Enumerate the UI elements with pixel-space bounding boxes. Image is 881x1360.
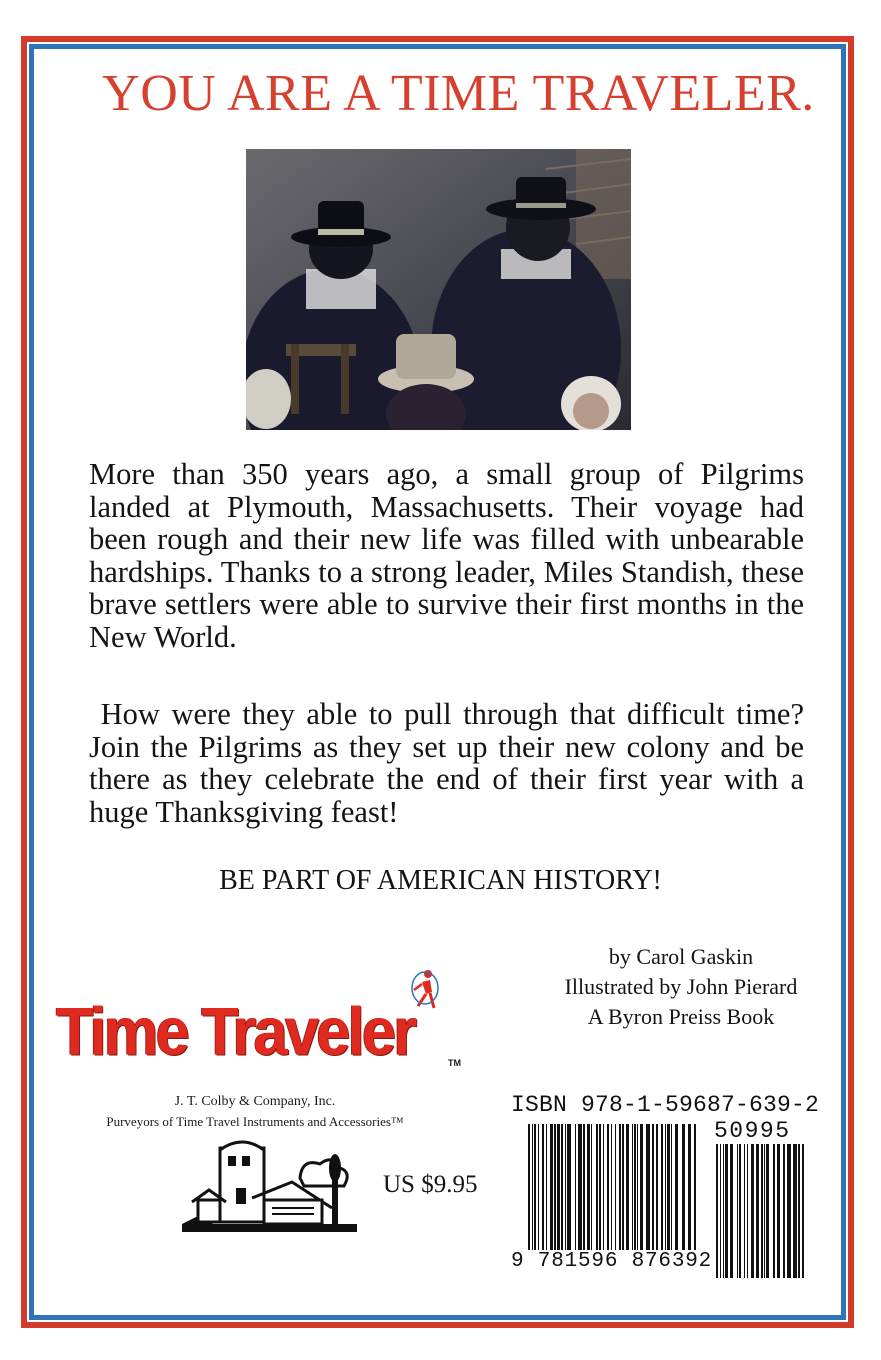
barcode-bar xyxy=(764,1144,765,1278)
barcode-bar xyxy=(675,1124,678,1250)
barcode-bar xyxy=(723,1144,724,1278)
company-name: J. T. Colby & Company, Inc. xyxy=(174,1094,336,1109)
author-credit: by Carol Gaskin xyxy=(608,944,754,969)
barcode-bar xyxy=(599,1124,601,1250)
price-addon-barcode xyxy=(716,1144,804,1278)
farm-silo-logo-icon xyxy=(182,1138,357,1240)
barcode-bar xyxy=(793,1144,797,1278)
barcode-bar xyxy=(783,1144,785,1278)
barcode-bar xyxy=(688,1124,691,1250)
description-paragraph-1: More than 350 years ago, a small group of Pilgrims landed at Plymouth, Massachusetts. Their voyage had been rough and their new life was filled with unbearable hardships. Thanks to a strong leader, Miles Standish, these brave settlers were able to survive their first months in the New World. xyxy=(89,457,804,654)
barcode-bar xyxy=(777,1144,780,1278)
barcode-digits: 9 781596 876392 xyxy=(511,1250,713,1273)
barcode-bar xyxy=(611,1124,612,1250)
credits-block xyxy=(516,942,846,1032)
barcode-bar xyxy=(802,1144,804,1278)
barcode-bar xyxy=(632,1124,633,1250)
barcode-bar xyxy=(534,1124,536,1250)
barcode-bar xyxy=(744,1144,745,1278)
barcode-bar xyxy=(596,1124,598,1250)
isbn-barcode xyxy=(528,1124,696,1250)
cover-headline: YOU ARE A TIME TRAVELER. xyxy=(102,65,815,122)
barcode-bar xyxy=(591,1124,592,1250)
barcode-bar xyxy=(751,1144,754,1278)
barcode-bar xyxy=(546,1124,547,1250)
barcode-bar xyxy=(578,1124,582,1250)
barcode-bar xyxy=(730,1144,733,1278)
barcode-bar xyxy=(587,1124,590,1250)
description-paragraph-2 xyxy=(89,698,804,828)
barcode-bar xyxy=(538,1124,539,1250)
barcode-bar xyxy=(640,1124,643,1250)
barcode-bar xyxy=(626,1124,629,1250)
time-traveler-logo: Time Traveler xyxy=(56,993,415,1069)
barcode-bar xyxy=(550,1124,553,1250)
barcode-bar xyxy=(671,1124,672,1250)
publisher-credit: A Byron Preiss Book xyxy=(587,1004,775,1029)
barcode-bar xyxy=(557,1124,560,1250)
barcode-bar xyxy=(607,1124,609,1250)
barcode-bar xyxy=(739,1144,741,1278)
barcode-bar xyxy=(656,1124,658,1250)
description-paragraph-2-text: How were they able to pull through that difficult time? Join the Pilgrims as they set up their new colony and be there as they celebrate the end of their first year with a huge Thanksgiving feast! xyxy=(89,697,804,829)
barcode-bar xyxy=(665,1124,666,1250)
barcode-bar xyxy=(652,1124,654,1250)
barcode-bar xyxy=(667,1124,670,1250)
barcode-bar xyxy=(747,1144,748,1278)
company-tagline: Purveyors of Time Travel Instruments and Accessories™ xyxy=(106,1114,404,1129)
barcode-bar xyxy=(787,1144,791,1278)
barcode-bar xyxy=(561,1124,563,1250)
barcode-bar xyxy=(737,1144,738,1278)
barcode-bar xyxy=(720,1144,721,1278)
barcode-bar xyxy=(725,1144,728,1278)
barcode-bar xyxy=(615,1124,616,1250)
barcode-bar xyxy=(637,1124,638,1250)
barcode-bar xyxy=(773,1144,775,1278)
barcode-bar xyxy=(716,1144,718,1278)
barcode-bar xyxy=(694,1124,696,1250)
barcode-bar xyxy=(567,1124,571,1250)
barcode-bar xyxy=(756,1144,759,1278)
isbn-label: ISBN 978-1-59687-639-2 xyxy=(511,1092,820,1118)
barcode-bar xyxy=(528,1124,530,1250)
logo-trademark: TM xyxy=(448,1058,461,1068)
barcode-bar xyxy=(542,1124,544,1250)
barcode-bar xyxy=(532,1124,533,1250)
barcode-bar xyxy=(682,1124,685,1250)
barcode-bar xyxy=(603,1124,604,1250)
barcode-bar xyxy=(766,1144,769,1278)
barcode-bar xyxy=(798,1144,800,1278)
barcode-bar xyxy=(634,1124,636,1250)
barcode-bar xyxy=(761,1144,763,1278)
barcode-bar xyxy=(565,1124,566,1250)
pilgrims-photo xyxy=(246,149,631,430)
barcode-bar xyxy=(583,1124,585,1250)
call-to-action: BE PART OF AMERICAN HISTORY! xyxy=(219,865,662,896)
barcode-bar xyxy=(661,1124,663,1250)
illustrator-credit: Illustrated by John Pierard xyxy=(564,974,798,999)
barcode-bar xyxy=(554,1124,556,1250)
price-label: US $9.95 xyxy=(383,1171,478,1198)
barcode-bar xyxy=(622,1124,624,1250)
barcode-bar xyxy=(646,1124,650,1250)
barcode-bar xyxy=(619,1124,621,1250)
barcode-bar xyxy=(575,1124,576,1250)
company-block xyxy=(60,1092,450,1132)
isbn-addon-digits: 50995 xyxy=(714,1118,791,1144)
